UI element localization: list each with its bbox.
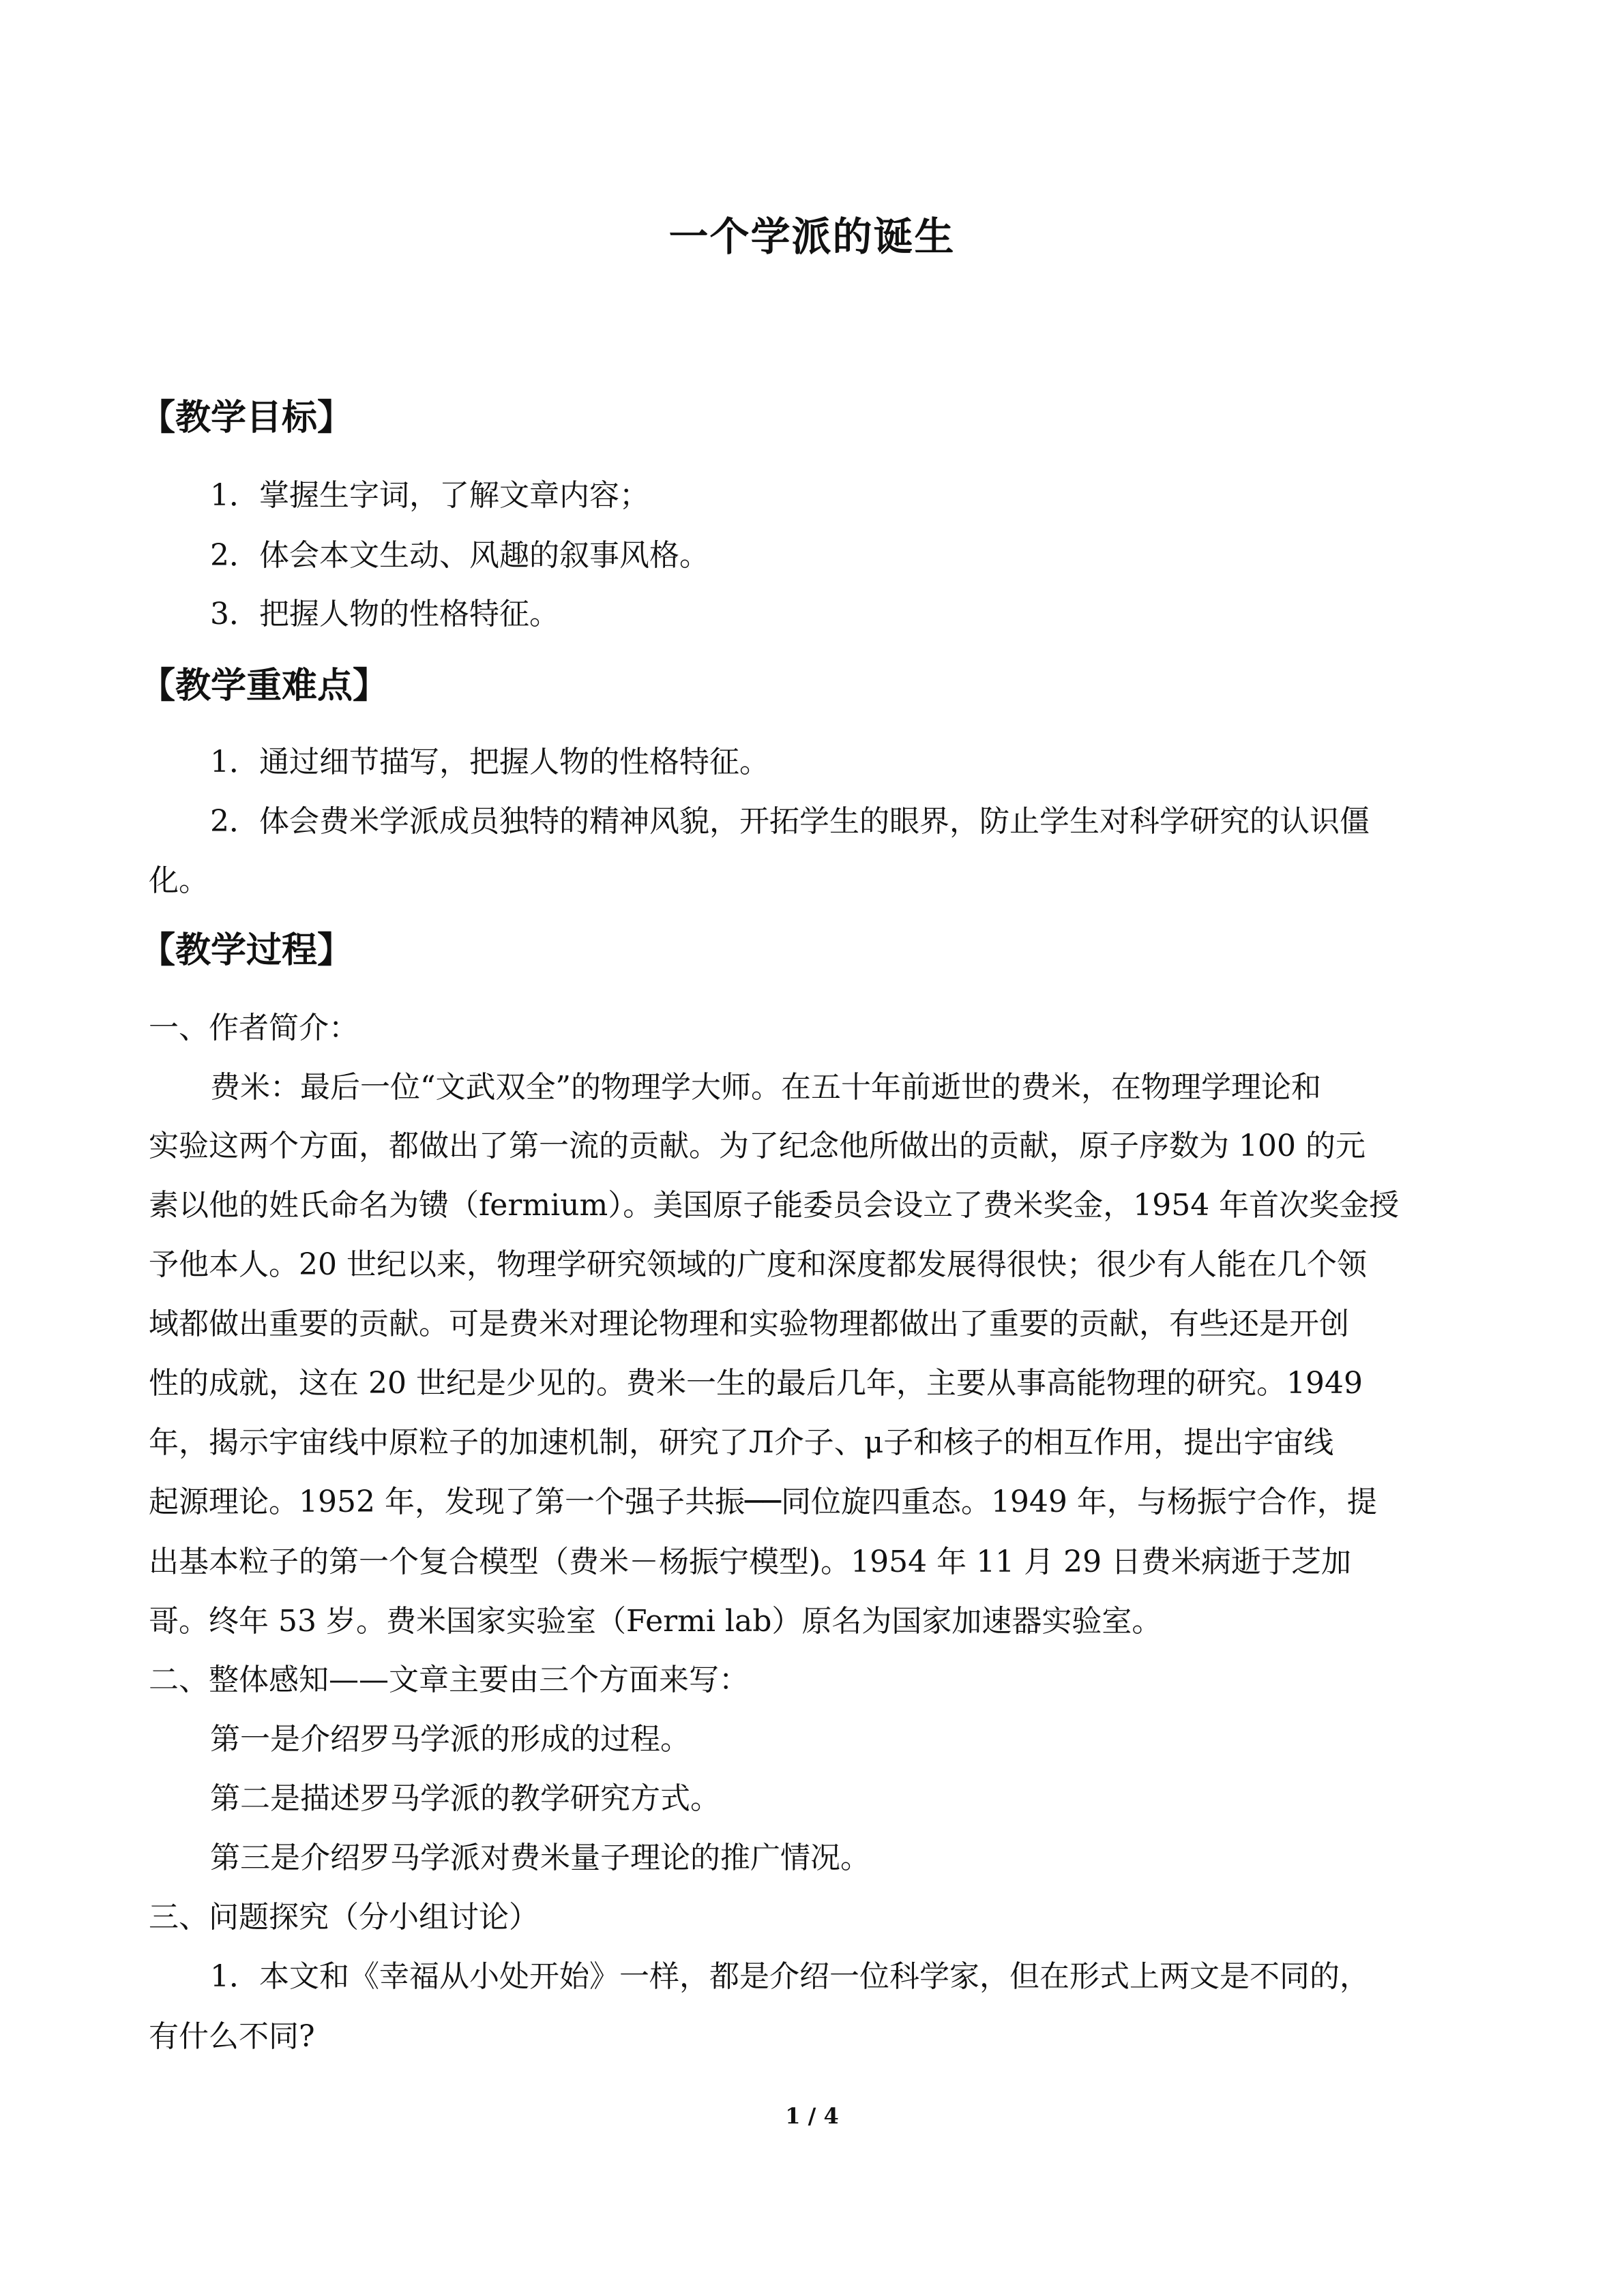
process-line: 第二是描述罗马学派的教学研究方式。 — [210, 1781, 720, 1816]
process-line: 性的成就，这在 20 世纪是少见的。费米一生的最后几年，主要从事高能物理的研究。1949 — [149, 1366, 1363, 1401]
process-line: 第三是介绍罗马学派对费米量子理论的推广情况。 — [210, 1840, 870, 1875]
document-title: 一个学派的诞生 — [668, 213, 956, 260]
process-line: 素以他的姓氏命名为镄（fermium）。美国原子能委员会设立了费米奖金，1954 年首次奖金授 — [149, 1188, 1400, 1223]
heading-teaching-process: 【教学过程】 — [140, 930, 353, 971]
process-line: 域都做出重要的贡献。可是费米对理论物理和实验物理都做出了重要的贡献，有些还是开创 — [149, 1307, 1349, 1341]
process-line: 出基本粒子的第一个复合模型（费米－杨振宁模型)。1954 年 11 月 29 日费米病逝于芝加 — [149, 1545, 1352, 1579]
process-line: 起源理论。1952 年，发现了第一个强子共振──同位旋四重态。1949 年，与杨振宁合作，提 — [149, 1485, 1377, 1519]
process-line: 实验这两个方面，都做出了第一流的贡献。为了纪念他所做出的贡献，原子序数为 100 的元 — [149, 1129, 1365, 1163]
goal-item: 3．把握人物的性格特征。 — [210, 597, 559, 631]
goal-item: 2．体会本文生动、风趣的叙事风格。 — [210, 538, 709, 573]
process-line: 1．本文和《幸福从小处开始》一样，都是介绍一位科学家，但在形式上两文是不同的， — [210, 1959, 1370, 1994]
process-line: 一、作者简介： — [149, 1011, 359, 1045]
process-line: 第一是介绍罗马学派的形成的过程。 — [210, 1722, 690, 1757]
process-line: 费米：最后一位“文武双全”的物理学大师。在五十年前逝世的费米，在物理学理论和 — [210, 1070, 1321, 1105]
process-line: 三、问题探究（分小组讨论） — [149, 1900, 539, 1935]
heading-key-points: 【教学重难点】 — [140, 666, 389, 706]
key-point-item: 化。 — [149, 863, 209, 898]
process-line: 二、整体感知——文章主要由三个方面来写： — [149, 1663, 749, 1697]
process-line: 有什么不同? — [149, 2019, 315, 2054]
heading-teaching-goals: 【教学目标】 — [140, 398, 353, 438]
key-point-item: 1．通过细节描写，把握人物的性格特征。 — [210, 745, 769, 779]
key-point-item: 2．体会费米学派成员独特的精神风貌，开拓学生的眼界，防止学生对科学研究的认识僵 — [210, 804, 1370, 839]
process-line: 年，揭示宇宙线中原粒子的加速机制，研究了Л介子、μ子和核子的相互作用，提出宇宙线 — [149, 1425, 1334, 1460]
process-line: 予他本人。20 世纪以来，物理学研究领域的广度和深度都发展得很快；很少有人能在几个领 — [149, 1247, 1367, 1282]
page-number: 1 / 4 — [785, 2103, 839, 2129]
process-line: 哥。终年 53 岁。费米国家实验室（Fermi lab）原名为国家加速器实验室。 — [149, 1604, 1162, 1639]
goal-item: 1．掌握生字词，了解文章内容； — [210, 478, 649, 513]
